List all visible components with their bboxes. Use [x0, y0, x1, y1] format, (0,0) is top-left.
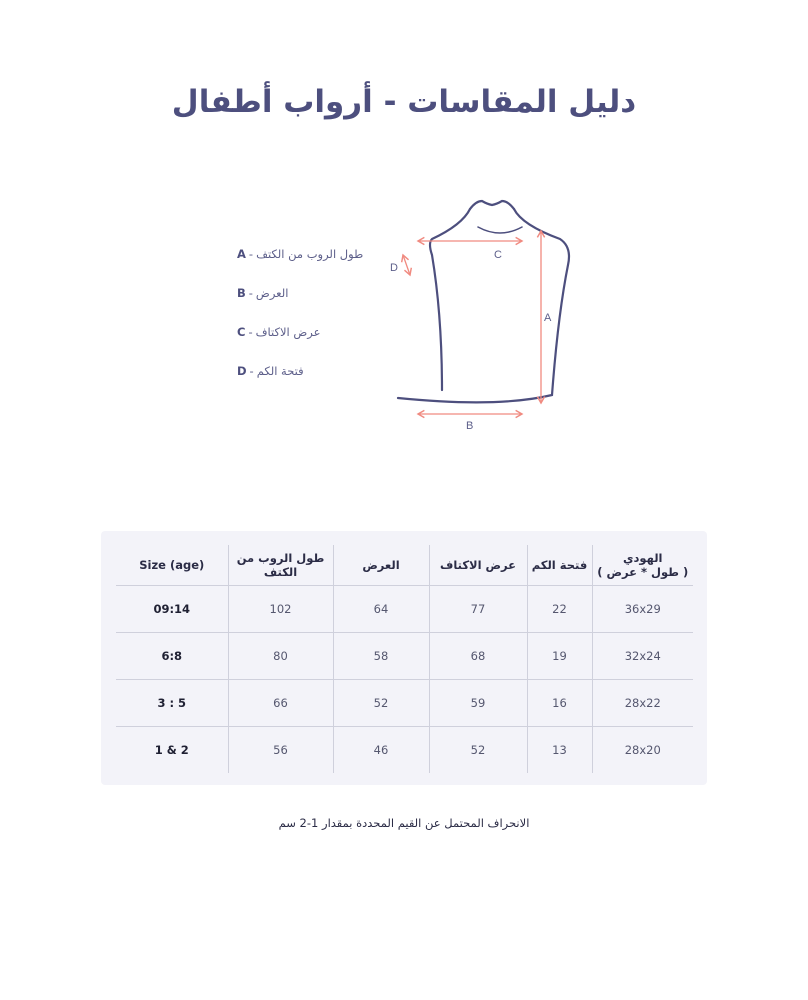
label-a: A	[544, 312, 552, 324]
cell-width: 46	[333, 727, 429, 774]
cell-length: 102	[228, 586, 333, 633]
cell-size: 1 & 2	[154, 743, 189, 757]
header-hood-title: الهودي	[622, 551, 663, 565]
legend-letter: A	[237, 247, 246, 261]
cell-size: 09:14	[116, 586, 228, 633]
cell-size: 3 : 5	[116, 680, 228, 727]
cell-length: 56	[228, 727, 333, 774]
header-size: Size (age)	[116, 545, 228, 586]
legend-letter: C	[237, 325, 246, 339]
legend-label: عرض الاكتاف	[255, 325, 321, 339]
table-row	[116, 633, 693, 680]
cell-hood: 28x22	[592, 680, 693, 727]
cell-shoulders: 77	[429, 586, 527, 633]
table-row	[116, 680, 693, 727]
cell-hood: 32x24	[592, 633, 693, 680]
tolerance-note: الانحراف المحتمل عن القيم المحددة بمقدار 1-2 سم	[278, 816, 530, 830]
cell-shoulders: 59	[429, 680, 527, 727]
cell-shoulders: 68	[429, 633, 527, 680]
header-sleeve: فتحة الكم	[527, 545, 592, 586]
robe-left-side-outline	[430, 209, 470, 390]
cell-sleeve: 22	[527, 586, 592, 633]
table-row	[116, 586, 693, 633]
header-hood-subtitle: ( طول * عرض )	[597, 565, 689, 579]
cell-size: 6:8	[116, 633, 228, 680]
size-table	[116, 545, 693, 773]
table-row	[116, 727, 693, 774]
robe-diagram	[388, 195, 588, 440]
robe-right-side-outline	[398, 209, 569, 402]
cell-hood: 36x29	[592, 586, 693, 633]
size-table-card	[101, 531, 707, 785]
label-c: C	[494, 249, 502, 261]
cell-sleeve: 19	[527, 633, 592, 680]
page-title: دليل المقاسات - أرواب أطفال	[171, 84, 637, 120]
cell-length: 80	[228, 633, 333, 680]
cell-shoulders: 52	[429, 727, 527, 774]
arrow-d-sleeve	[403, 255, 410, 275]
label-d: D	[390, 262, 398, 274]
legend-label: فتحة الكم	[256, 364, 304, 378]
label-b: B	[466, 420, 474, 432]
cell-length: 66	[228, 680, 333, 727]
header-width: العرض	[333, 545, 429, 586]
legend-label: طول الروب من الكتف	[256, 247, 364, 261]
legend-label: العرض	[255, 286, 289, 300]
legend-item-b: B - العرض	[237, 286, 289, 300]
cell-width: 58	[333, 633, 429, 680]
table-header-row	[116, 545, 693, 586]
cell-sleeve: 13	[527, 727, 592, 774]
header-shoulders: عرض الاكتاف	[429, 545, 527, 586]
cell-width: 52	[333, 680, 429, 727]
header-hood	[592, 545, 693, 586]
legend-item-a: A - طول الروب من الكتف	[237, 247, 364, 261]
cell-hood: 28x20	[592, 727, 693, 774]
legend-item-d: D - فتحة الكم	[237, 364, 304, 378]
header-length: طول الروب من الكتف	[228, 545, 333, 586]
robe-collar-outline	[470, 201, 514, 209]
cell-width: 64	[333, 586, 429, 633]
cell-sleeve: 16	[527, 680, 592, 727]
legend-letter: B	[237, 286, 246, 300]
legend-letter: D	[237, 364, 247, 378]
robe-neckline	[478, 227, 522, 233]
legend-item-c: C - عرض الاكتاف	[237, 325, 321, 339]
